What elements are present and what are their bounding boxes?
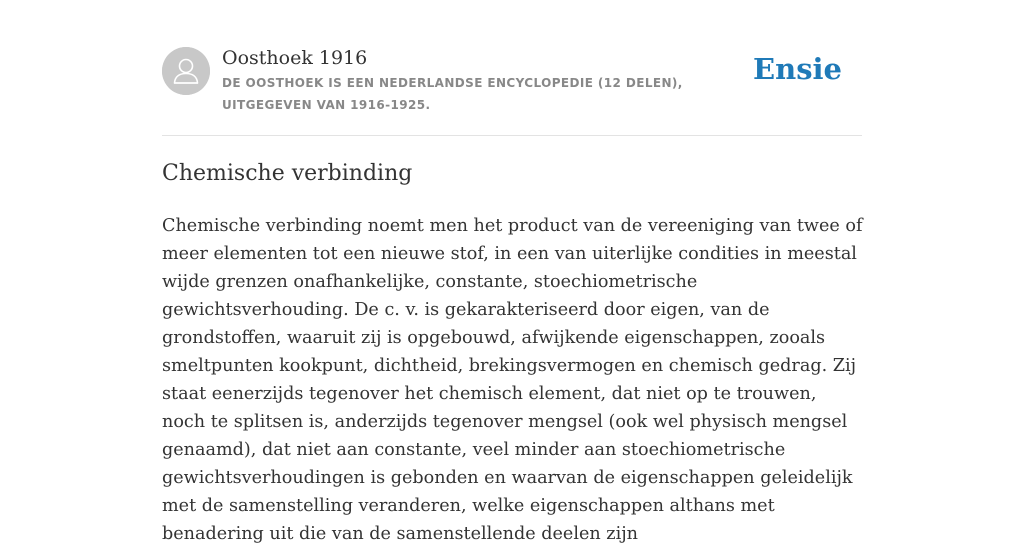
entry-title: Chemische verbinding bbox=[162, 161, 413, 186]
entry-body: Chemische verbinding noemt men het product van de vereeniging van twee of meer elementen tot een nieuwe stof, in een van uiterlijke condities in meestal wijde grenzen onafhankelijke, constante, stoechiometrische gewichtsverhouding. De c. v. is gekarakteriseerd door eigen, van de grondstoffen, waaruit zij is opgebouwd, afwijkende eigenschappen, zooals smeltpunten kookpunt, dichtheid, brekingsvermogen en chemisch gedrag. Zij staat eenerzijds tegenover het chemisch element, dat niet op te trouwen, noch te splitsen is, anderzijds tegenover mengsel (ook wel physisch mengsel genaamd), dat niet aan constante, veel minder aan stoechiometrische gewichtsverhoudingen is gebonden en waarvan de eigenschappen geleidelijk met de samenstelling veranderen, welke eigenschappen althans met benadering uit die van de samenstellende deelen zijn bbox=[162, 216, 863, 544]
source-avatar[interactable] bbox=[162, 47, 210, 95]
brand-logo-link[interactable]: Ensie bbox=[753, 52, 842, 86]
source-header bbox=[162, 45, 862, 135]
source-title[interactable]: Oosthoek 1916 bbox=[222, 47, 368, 69]
source-description: DE OOSTHOEK IS EEN NEDERLANDSE ENCYCLOPEDIE (12 DELEN), UITGEGEVEN VAN 1916-1925. bbox=[222, 76, 683, 112]
header-divider bbox=[162, 135, 862, 136]
user-avatar-icon bbox=[162, 47, 210, 95]
page bbox=[162, 0, 863, 544]
